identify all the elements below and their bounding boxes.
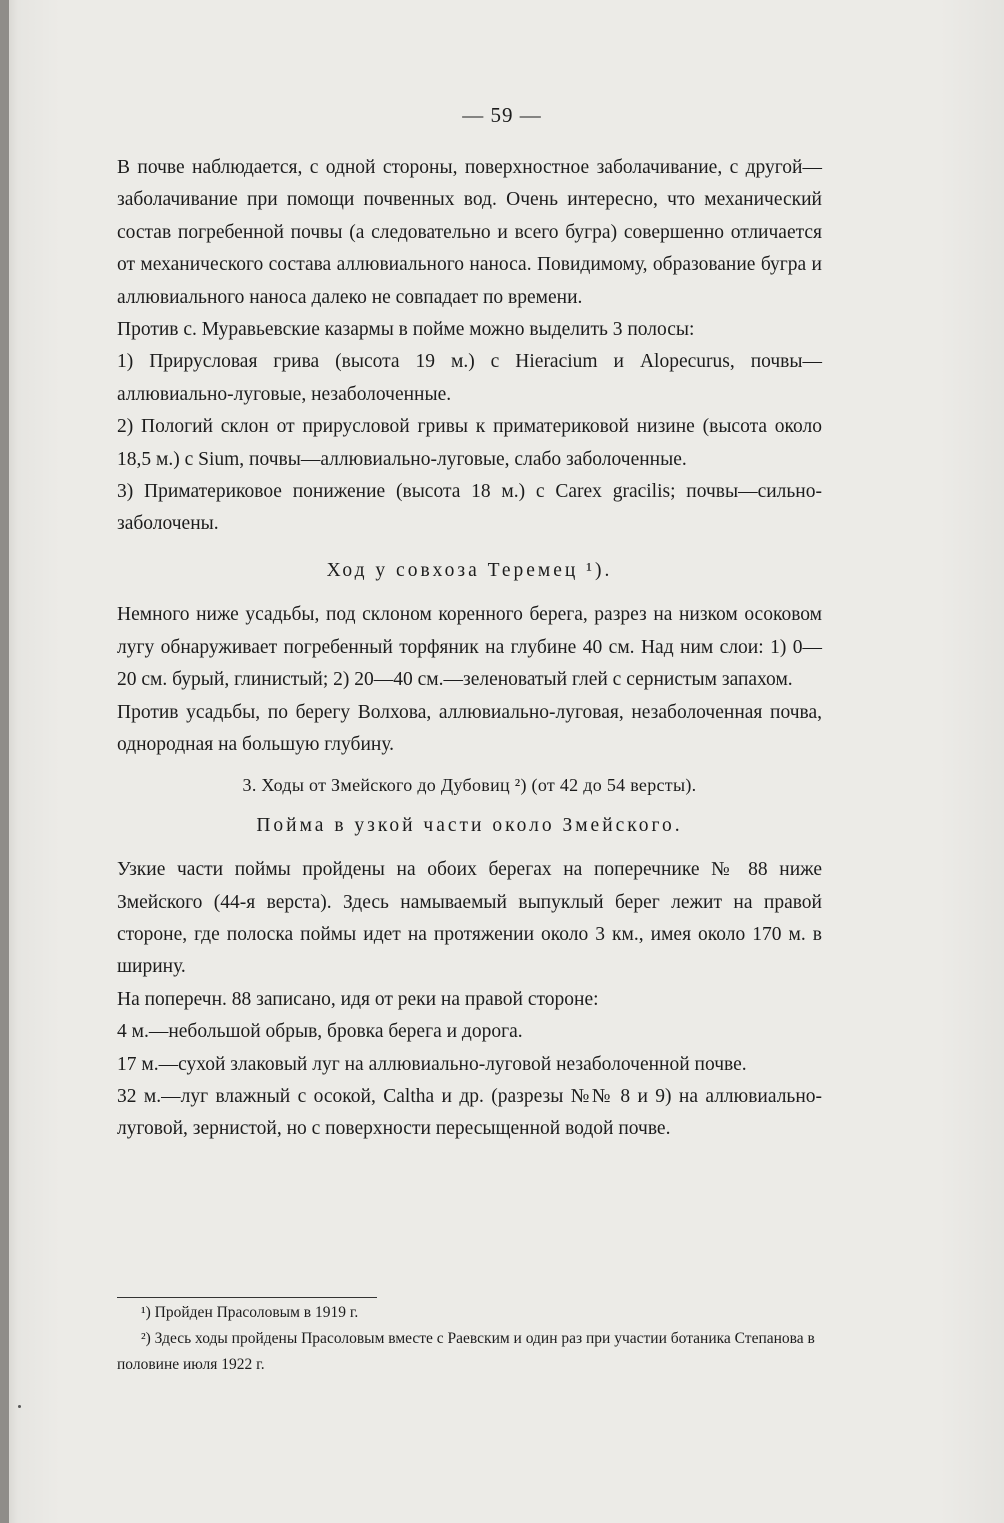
paragraph: Немного ниже усадьбы, под склоном коренного берега, разрез на низком осоковом лугу обнаруживает погребенный торфяник на глубине 40 см. Над ним слои: 1) 0—20 см. бурый, глинистый; 2) 20—40 см.—зеленоватый глей с сернистым запахом.	[117, 604, 822, 691]
paragraph: Против усадьбы, по берегу Волхова, аллювиально-луговая, незаболоченная почва, однородная на большую глубину.	[117, 701, 822, 755]
paragraph: 4 м.—небольшой обрыв, бровка берега и дорога.	[117, 1021, 523, 1043]
paragraph: 3) Приматериковое понижение (высота 18 м.) с Carex gracilis; почвы—сильно-заболочены.	[117, 481, 822, 535]
paragraph: В почве наблюдается, с одной стороны, поверхностное заболачивание, с другой—заболачивание при помощи почвенных вод. Очень интересно, что механический состав погребенной почвы (а следовательно и всего бугра) совершенно отличается от механического состава аллювиального наноса. Повидимому, образование бугра и аллювиального наноса далеко не совпадает по времени.	[117, 157, 822, 308]
subsection-heading: Пойма в узкой части около Змейского.	[256, 814, 683, 836]
main-text	[117, 152, 822, 1146]
footnote-divider	[117, 1297, 377, 1298]
paragraph: Против с. Муравьевские казармы в пойме можно выделить 3 полосы:	[117, 319, 695, 341]
section-heading: 3. Ходы от Змейского до Дубовиц ²) (от 42 до 54 версты).	[242, 775, 697, 796]
paragraph: 2) Пологий склон от прирусловой гривы к приматериковой низине (высота около 18,5 м.) с Sium, почвы—аллювиально-луговые, слабо заболоченные.	[117, 416, 822, 470]
paragraph: 32 м.—луг влажный с осокой, Caltha и др. (разрезы №№ 8 и 9) на аллювиально-луговой, зернистой, но с поверхности пересыщенной водой почве.	[117, 1085, 822, 1140]
paragraph: 1) Прирусловая грива (высота 19 м.) с Hieracium и Alopecurus, почвы—аллювиально-луговые, незаболоченные.	[117, 351, 822, 405]
section-heading: Ход у совхоза Теремец ¹).	[326, 559, 613, 581]
paragraph: 17 м.—сухой злаковый луг на аллювиально-луговой незаболоченной почве.	[117, 1053, 747, 1075]
footnote: ¹) Пройден Прасоловым в 1919 г.	[141, 1304, 359, 1321]
footnotes	[117, 1300, 822, 1378]
footnote: ²) Здесь ходы пройдены Прасоловым вместе с Раевским и один раз при участии ботаника Степанова в половине июля 1922 г.	[117, 1330, 815, 1373]
paragraph: Узкие части поймы пройдены на обоих берегах на поперечнике № 88 ниже Змейского (44-я верста). Здесь намываемый выпуклый берег лежит на правой стороне, где полоска поймы идет на протяжении около 3 км., имея около 170 м. в ширину.	[117, 859, 822, 978]
page-edge-shadow	[0, 0, 9, 1523]
paragraph: На поперечн. 88 записано, идя от реки на правой стороне:	[117, 988, 599, 1010]
page-number: — 59 —	[462, 103, 542, 127]
scan-speck	[18, 1405, 21, 1408]
